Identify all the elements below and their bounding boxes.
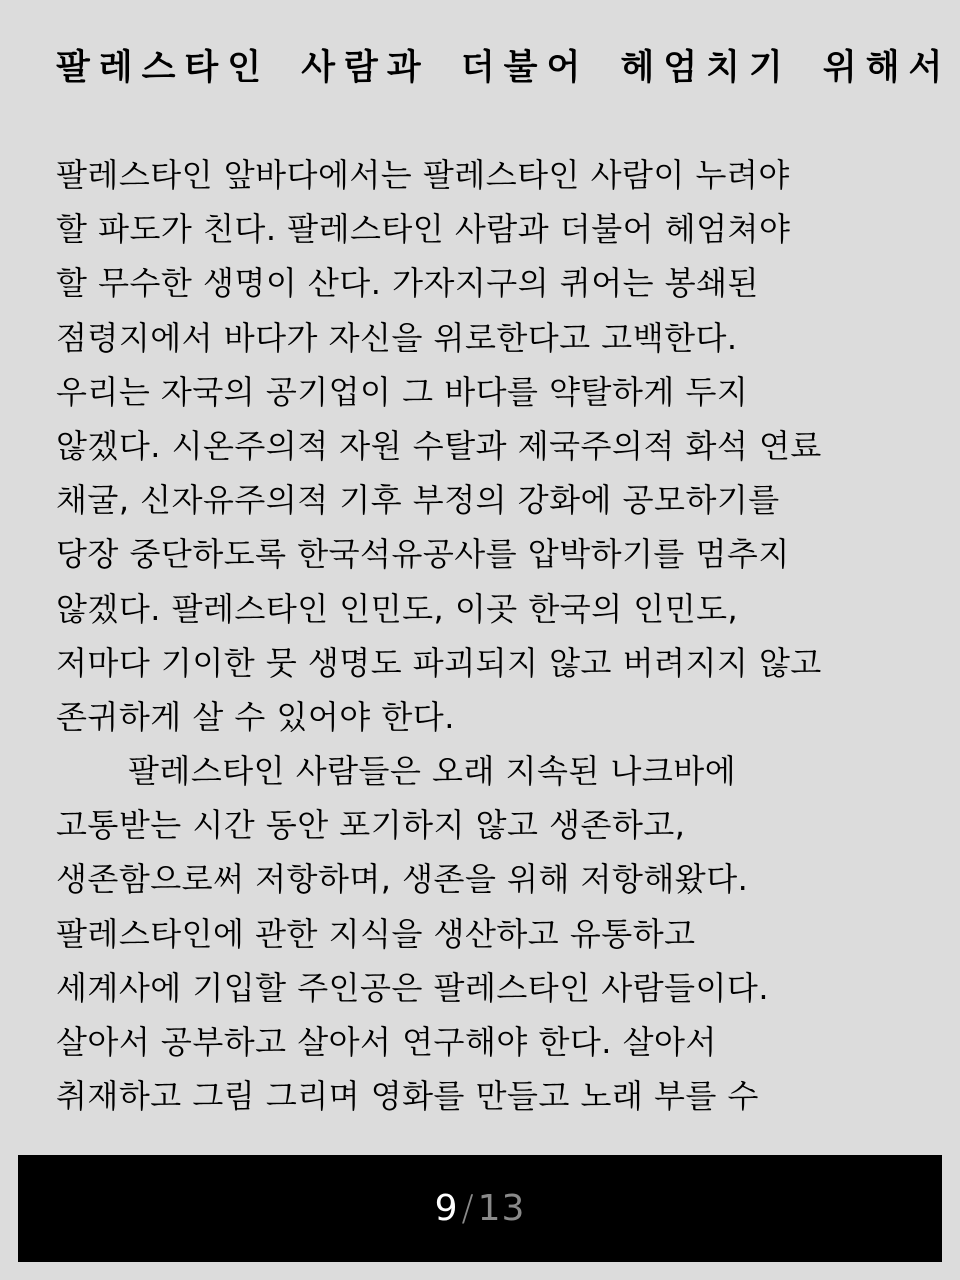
page-title: 팔레스타인 사람과 더불어 헤엄치기 위해서 — [56, 48, 952, 88]
text-line: 팔레스타인 앞바다에서는 팔레스타인 사람이 누려야 — [56, 156, 790, 194]
text-line: 팔레스타인에 관한 지식을 생산하고 유통하고 — [56, 914, 696, 953]
paragraph-start-line: 팔레스타인 사람들은 오래 지속된 나크바에 — [128, 752, 737, 791]
page-footer-bar — [18, 1155, 942, 1262]
text-line: 존귀하게 살 수 있어야 한다. — [56, 697, 455, 736]
text-line: 않겠다. 팔레스타인 인민도, 이곳 한국의 인민도, — [56, 589, 739, 628]
text-line: 우리는 자국의 공기업이 그 바다를 약탈하게 두지 — [56, 372, 749, 411]
text-line: 고통받는 시간 동안 포기하지 않고 생존하고, — [56, 806, 686, 845]
text-line: 세계사에 기입할 주인공은 팔레스타인 사람들이다. — [56, 968, 770, 1007]
page-current: 9 — [434, 1187, 459, 1229]
text-line: 할 무수한 생명이 산다. 가자지구의 퀴어는 봉쇄된 — [56, 264, 759, 303]
body-text — [56, 148, 936, 1123]
text-line: 생존함으로써 저항하며, 생존을 위해 저항해왔다. — [56, 860, 749, 899]
text-line: 당장 중단하도록 한국석유공사를 압박하기를 멈추지 — [56, 535, 790, 574]
page-indicator[interactable] — [435, 1189, 526, 1229]
text-line: 채굴, 신자유주의적 기후 부정의 강화에 공모하기를 — [56, 481, 780, 520]
text-line: 살아서 공부하고 살아서 연구해야 한다. 살아서 — [56, 1023, 717, 1061]
page-total: 13 — [477, 1187, 526, 1229]
text-line: 저마다 기이한 뭇 생명도 파괴되지 않고 버려지지 않고 — [56, 643, 822, 682]
text-line: 취재하고 그림 그리며 영화를 만들고 노래 부를 수 — [56, 1077, 759, 1116]
page-separator: / — [461, 1187, 475, 1229]
text-line: 할 파도가 친다. 팔레스타인 사람과 더불어 헤엄쳐야 — [56, 210, 791, 249]
text-line: 않겠다. 시온주의적 자원 수탈과 제국주의적 화석 연료 — [56, 426, 822, 465]
text-line: 점령지에서 바다가 자신을 위로한다고 고백한다. — [56, 318, 738, 357]
